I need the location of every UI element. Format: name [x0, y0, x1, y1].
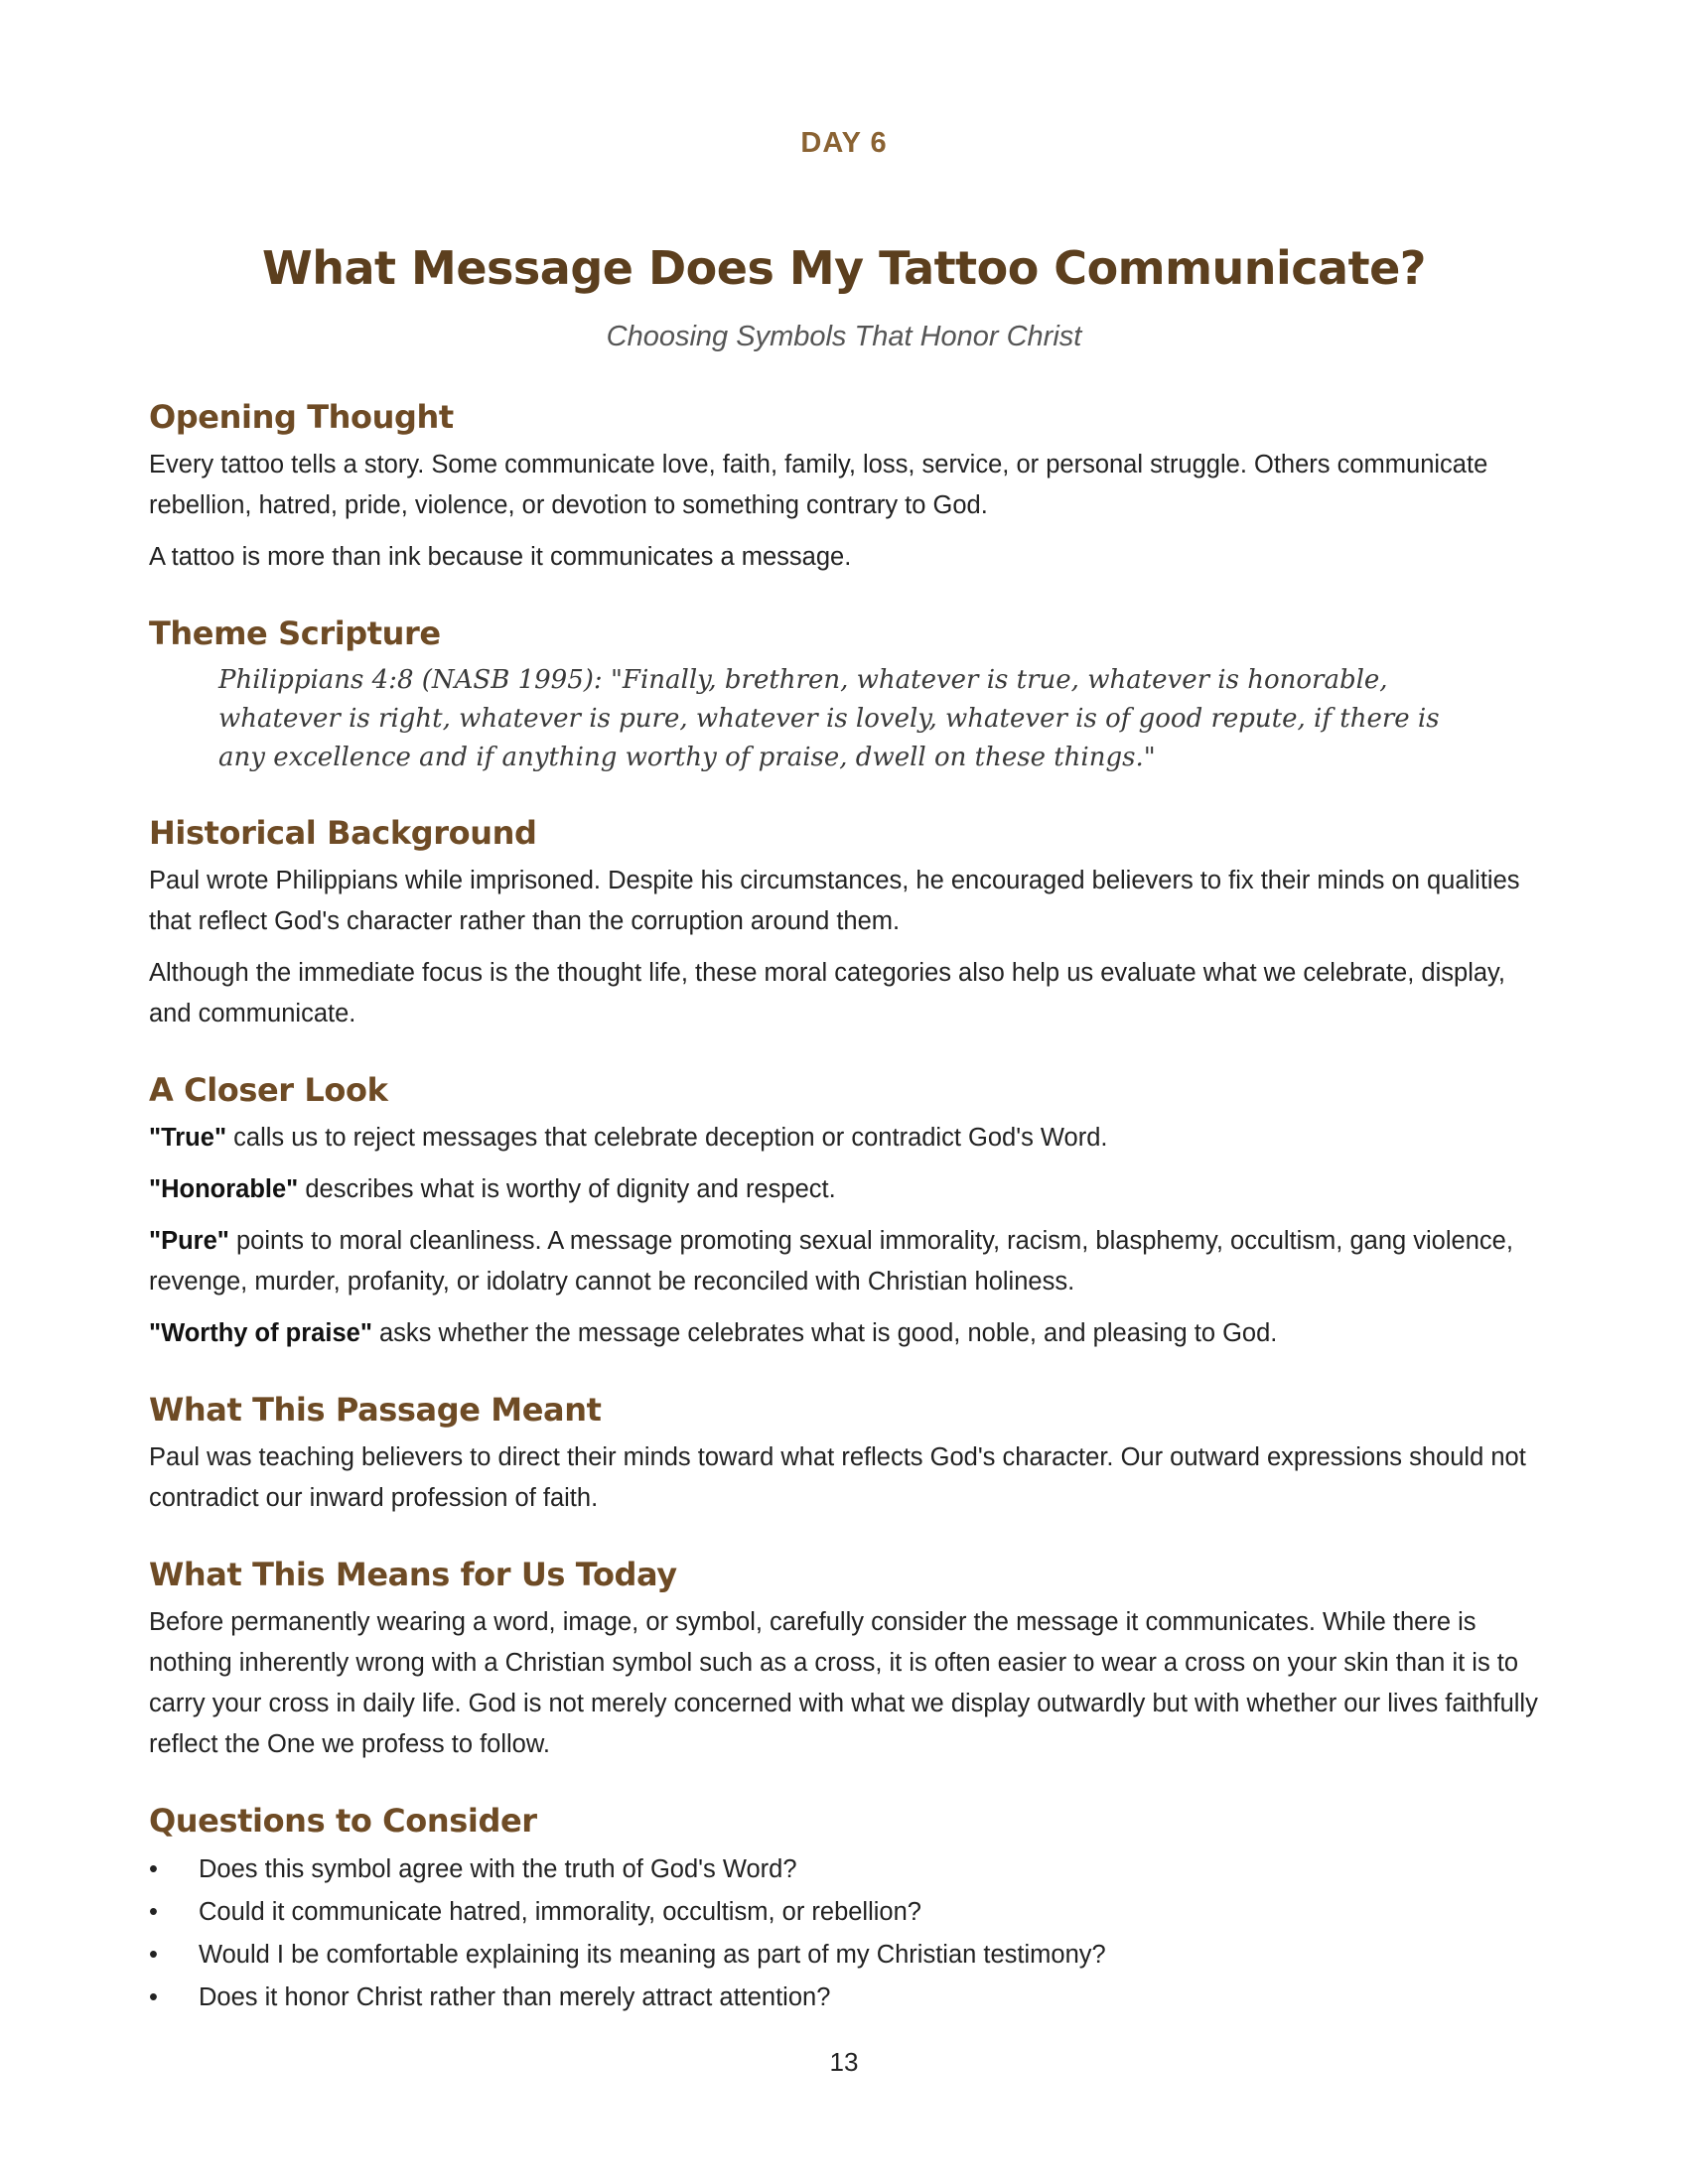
page-number: 13	[829, 2047, 859, 2077]
section-heading: A Closer Look	[149, 1071, 388, 1109]
section-heading: What This Passage Meant	[149, 1391, 602, 1429]
page-content	[149, 395, 1539, 2053]
paragraph: Although the immediate focus is the thought life, these moral categories also help us evaluate what we celebrate, display, and communicate.	[149, 959, 1505, 1027]
day-label: DAY 6	[800, 127, 888, 159]
section-theme-scripture	[149, 612, 1539, 777]
list-item	[149, 1848, 1539, 1891]
paragraph: A tattoo is more than ink because it communicates a message.	[149, 543, 852, 571]
term: "Pure"	[149, 1227, 229, 1255]
term-text: points to moral cleanliness. A message promoting sexual immorality, racism, blasphemy, occultism, gang violence, revenge, murder, profanity, or idolatry cannot be reconciled with Christian holiness.	[149, 1227, 1513, 1296]
page-title: What Message Does My Tattoo Communicate?	[262, 241, 1426, 295]
term-definition	[149, 1313, 1539, 1354]
paragraph: Paul was teaching believers to direct their minds toward what reflects God's character. Our outward expressions should not contradict our inward profession of faith.	[149, 1443, 1526, 1512]
section-closer-look	[149, 1068, 1539, 1354]
section-means-today	[149, 1553, 1539, 1765]
page-subtitle: Choosing Symbols That Honor Christ	[606, 321, 1082, 352]
section-heading: What This Means for Us Today	[149, 1556, 677, 1593]
section-passage-meant	[149, 1388, 1539, 1519]
list-item	[149, 1891, 1539, 1934]
bullet-icon: •	[149, 1898, 158, 1926]
section-heading: Historical Background	[149, 814, 537, 852]
question-text: Does it honor Christ rather than merely attract attention?	[199, 1983, 831, 2011]
bullet-icon: •	[149, 1983, 158, 2011]
term: "Honorable"	[149, 1175, 299, 1203]
question-text: Could it communicate hatred, immorality, occultism, or rebellion?	[199, 1898, 921, 1926]
paragraph: Every tattoo tells a story. Some communicate love, faith, family, loss, service, or personal struggle. Others communicate rebellion, hatred, pride, violence, or devotion to something contrary to God.	[149, 451, 1488, 519]
section-heading: Theme Scripture	[149, 614, 441, 652]
term-definition	[149, 1221, 1539, 1302]
questions-list	[149, 1848, 1539, 2019]
paragraph: Paul wrote Philippians while imprisoned. Despite his circumstances, he encouraged believers to fix their minds on qualities that reflect God's character rather than the corruption around them.	[149, 867, 1520, 935]
list-item	[149, 1977, 1539, 2019]
term-text: asks whether the message celebrates what is good, noble, and pleasing to God.	[371, 1319, 1278, 1347]
term-text: calls us to reject messages that celebrate deception or contradict God's Word.	[226, 1124, 1108, 1152]
term-definition	[149, 1118, 1539, 1159]
term: "True"	[149, 1124, 227, 1152]
paragraph: Before permanently wearing a word, image, or symbol, carefully consider the message it communicates. While there is nothing inherently wrong with a Christian symbol such as a cross, it is often easier to wear a cross on your skin than it is to carry your cross in daily life. God is not merely concerned with what we display outwardly but with whether our lives faithfully reflect the One we profess to follow.	[149, 1608, 1538, 1758]
term-definition	[149, 1169, 1539, 1210]
term: "Worthy of praise"	[149, 1319, 372, 1347]
section-heading: Questions to Consider	[149, 1802, 537, 1840]
scripture-quote: Philippians 4:8 (NASB 1995): "Finally, brethren, whatever is true, whatever is honorable, whatever is right, whatever is pure, whatever is lovely, whatever is of good repute, if there is any excellence and if anything worthy of praise, dwell on these things."	[218, 665, 1440, 772]
bullet-icon: •	[149, 1855, 158, 1883]
bullet-icon: •	[149, 1941, 158, 1969]
question-text: Does this symbol agree with the truth of God's Word?	[199, 1855, 797, 1883]
section-questions	[149, 1799, 1539, 2019]
section-opening-thought	[149, 395, 1539, 578]
section-historical-background	[149, 811, 1539, 1034]
question-text: Would I be comfortable explaining its meaning as part of my Christian testimony?	[199, 1941, 1106, 1969]
section-heading: Opening Thought	[149, 398, 454, 436]
list-item	[149, 1934, 1539, 1977]
term-text: describes what is worthy of dignity and respect.	[298, 1175, 836, 1203]
